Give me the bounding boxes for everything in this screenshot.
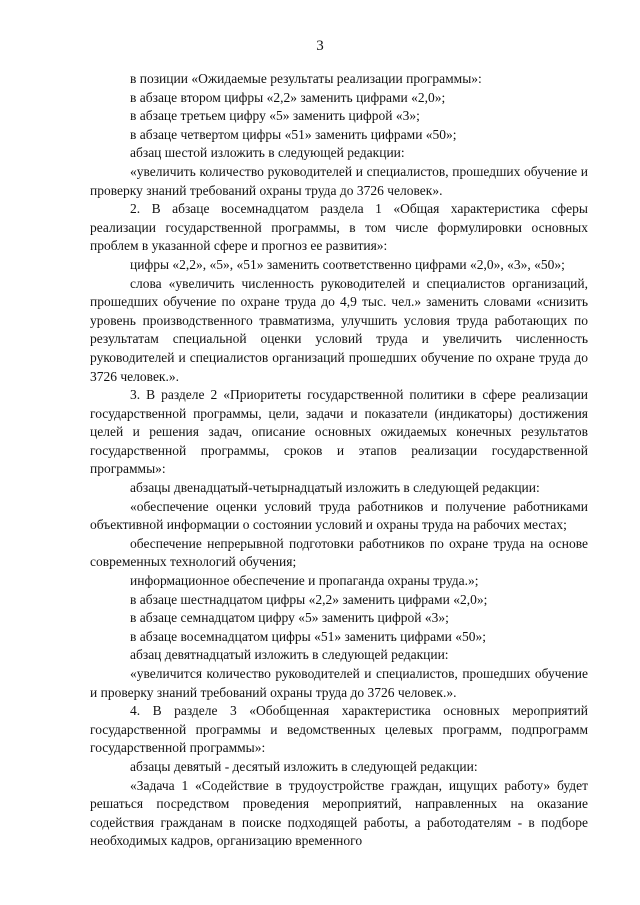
paragraph: обеспечение непрерывной подготовки работников по охране труда на основе современных технологий обучения; — [90, 535, 588, 570]
paragraph: слова «увеличить численность руководителей и специалистов организаций, прошедших обучение по охране труда до 4,9 тыс. чел.» заменить словами «снизить уровень производственного травматизма, улучшить условия труда работающих по результатам специальной оценки условий труда и увеличить численность руководителей и специалистов организаций прошедших обучение по охране труда до 3726 человек.». — [90, 275, 588, 384]
page-number: 3 — [316, 38, 324, 54]
paragraph: «обеспечение оценки условий труда работников и получение работниками объективной информации о состоянии условий и охраны труда на рабочих местах; — [90, 498, 588, 533]
paragraph: в абзаце шестнадцатом цифры «2,2» заменить цифрами «2,0»; — [130, 591, 488, 607]
paragraph: в абзаце четвертом цифры «51» заменить цифрами «50»; — [130, 126, 457, 142]
document-body — [90, 70, 588, 851]
paragraph: 2. В абзаце восемнадцатом раздела 1 «Общая характеристика сферы реализации государственной программы, в том числе формулировки основных проблем в указанной сфере и прогноз ее развития»: — [90, 201, 588, 254]
paragraph: «увеличить количество руководителей и специалистов, прошедших обучение и проверку знаний требований охраны труда до 3726 человек». — [90, 163, 588, 198]
paragraph: абзацы девятый - десятый изложить в следующей редакции: — [130, 758, 478, 774]
paragraph: в абзаце втором цифры «2,2» заменить цифрами «2,0»; — [130, 89, 446, 105]
paragraph: абзац шестой изложить в следующей редакции: — [130, 145, 405, 161]
paragraph: в абзаце третьем цифру «5» заменить цифрой «3»; — [130, 108, 420, 124]
paragraph: «увеличится количество руководителей и специалистов, прошедших обучение и проверку знаний требований охраны труда до 3726 человек.». — [90, 666, 588, 700]
paragraph: абзац девятнадцатый изложить в следующей редакции: — [130, 647, 449, 663]
paragraph: информационное обеспечение и пропаганда охраны труда.»; — [130, 573, 479, 589]
paragraph: в абзаце семнадцатом цифру «5» заменить цифрой «3»; — [130, 610, 449, 626]
paragraph: абзацы двенадцатый-четырнадцатый изложить в следующей редакции: — [130, 480, 540, 496]
paragraph: «Задача 1 «Содействие в трудоустройстве граждан, ищущих работу» будет решаться посредством проведения мероприятий, направленных на оказание содействия гражданам в поиске подходящей работы, а работодателям - в подборе необходимых кадров, организацию временного — [90, 777, 588, 849]
paragraph: в позиции «Ожидаемые результаты реализации программы»: — [130, 71, 482, 86]
paragraph: в абзаце восемнадцатом цифры «51» заменить цифрами «50»; — [130, 628, 487, 644]
paragraph: цифры «2,2», «5», «51» заменить соответственно цифрами «2,0», «3», «50»; — [130, 256, 565, 272]
paragraph: 3. В разделе 2 «Приоритеты государственной политики в сфере реализации государственной программы, цели, задачи и показатели (индикаторы) достижения целей и решения задач, описание основных ожидаемых конечных результатов государственной программы, сроков и этапов реализации государственной программы»: — [90, 387, 588, 477]
paragraph: 4. В разделе 3 «Обобщенная характеристика основных мероприятий государственной программы и ведомственных целевых программ, подпрограмм государственной программы»: — [90, 703, 588, 756]
